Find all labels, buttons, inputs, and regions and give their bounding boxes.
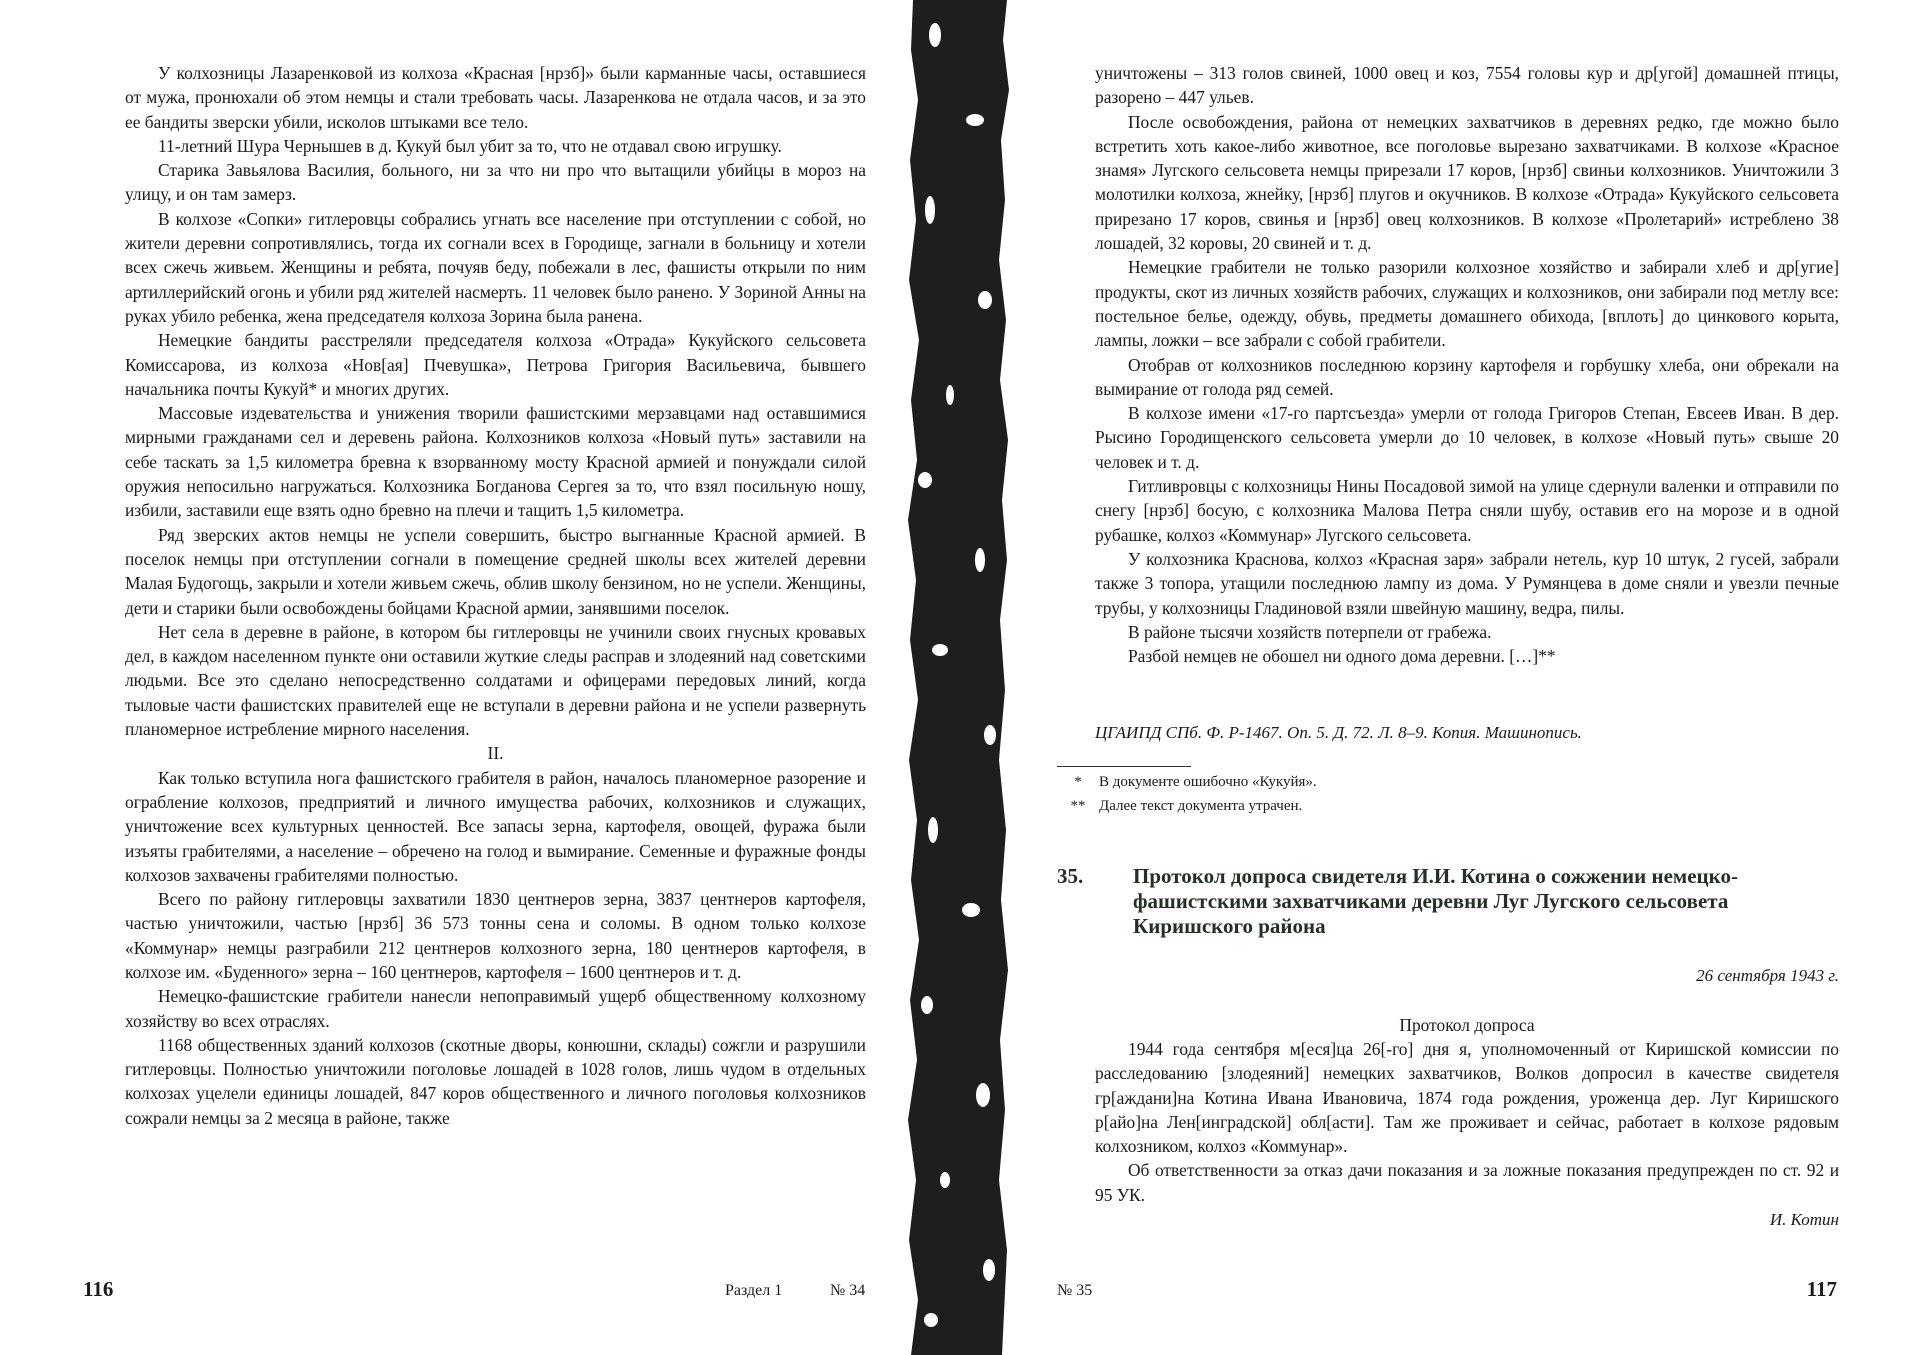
paragraph: Немецкие грабители не только разорили колхозное хозяйство и забирали хлеб и др[угие] продукты, скот из личных хозяйств рабочих, служащих и колхозников, они забирали под метлу все: постельное белье, одежду, обувь, предметы домашнего обихода, [вплоть] до цинкового корыта, лампы, ложки – все забрали с собой грабители. xyxy=(1095,257,1839,351)
paragraph: У колхозника Краснова, колхоз «Красная заря» забрали нетель, кур 10 штук, 2 гусей, забрали также 3 топора, утащили последнюю лампу из дома. У Румянцева в доме сняли и увезли печные трубы, у колхозницы Гладиновой взяли швейную машину, ведра, пилы. xyxy=(1095,548,1839,618)
right-page-body xyxy=(1095,61,1839,668)
paragraph: 11-летний Шура Чернышев в д. Кукуй был убит за то, что не отдавал свою игрушку. xyxy=(158,135,782,156)
document-date: 26 сентября 1943 г. xyxy=(1696,966,1839,985)
paragraph: У колхозницы Лазаренковой из колхоза «Красная [нрзб]» были карманные часы, оставшиеся от мужа, пронюхали об этом немцы и стали требовать часы. Лазаренкова не отдала часов, и за это ее бандиты зверски убили, исколов штыками все тело. xyxy=(125,63,866,132)
left-page xyxy=(0,0,910,1355)
gutter-ink-band xyxy=(908,0,1009,1355)
paragraph: Всего по району гитлеровцы захватили 1830 центнеров зерна, 3837 центнеров картофеля, частью уничтожили, частью [нрзб] 36 573 тонны сена и соломы. В одном только колхозе «Коммунар» немцы разграбили 212 центнеров колхозного зерна, 180 центнеров картофеля, в колхозе им. «Буденного» зерна – 160 центнеров, картофеля – 1600 центнеров и т. д. xyxy=(125,889,866,982)
paragraph: Как только вступила нога фашистского грабителя в район, началось планомерное разорение и ограбление колхозов, предприятий и личного имущества рабочих, колхозников и служащих, уничтожение всех культурных ценностей. Все запасы зерна, картофеля, овощей, фуража были изъяты грабителями, а население – обречено на голод и вымирание. Семенные и фуражные фонды колхозов захвачены грабителями полностью. xyxy=(125,767,866,885)
paragraph: В колхозе «Сопки» гитлеровцы собрались угнать все население при отступлении с собой, но жители деревни сопротивлялись, тогда их согнали всех в Городище, загнали в больницу и хотели всех сжечь живьем. Женщины и ребята, почуяв беду, побежали в лес, фашисты открыли по ним артиллерийский огонь и убили ряд жителей насмерть. 11 человек было ранено. У Зориной Анны на руках убило ребенка, жена председателя колхоза Зорина была ранена. xyxy=(125,208,866,326)
archive-source: ЦГАИПД СПб. Ф. Р-1467. Оп. 5. Д. 72. Л. 8–9. Копия. Машинопись. xyxy=(1095,723,1582,742)
footnote-mark: * xyxy=(1074,774,1082,790)
paragraph: Немецкие бандиты расстреляли председателя колхоза «Отрада» Кукуйского сельсовета Комиссарова, из колхоза «Нов[ая] Пчевушка», Петрова Григория Васильевича, бывшего начальника почты Кукуй* и многих других. xyxy=(125,330,866,399)
paragraph: Об ответственности за отказ дачи показания и за ложные показания предупрежден по ст. 92 и 95 УК. xyxy=(1095,1160,1839,1205)
protocol-body xyxy=(1095,1037,1839,1207)
footnote-text: В документе ошибочно «Кукуйя». xyxy=(1099,774,1317,790)
left-page-body xyxy=(125,61,866,1130)
running-head-doc-right: № 35 xyxy=(1057,1282,1093,1299)
paragraph: 1944 года сентября м[еся]ца 26[-го] дня я, уполномоченный от Киришской комиссии по расследованию [злодеяний] немецких захватчиков, Волков допросил в качестве свидетеля гр[аждани]на Котина Ивана Ивановича, 1874 года рождения, уроженца дер. Луг Киришского р[айо]на Лен[инградской] обл[асти]. Там же проживает и сейчас, работает в колхозе рядовым колхозником, колхоз «Коммунар». xyxy=(1095,1039,1839,1157)
paragraph: уничтожены – 313 голов свиней, 1000 овец и коз, 7554 головы кур и др[угой] домашней птицы, разорено – 447 ульев. xyxy=(1095,63,1839,108)
paragraph: В районе тысячи хозяйств потерпели от грабежа. xyxy=(1128,621,1492,642)
paragraph: Отобрав от колхозников последнюю корзину картофеля и горбушку хлеба, они обрекали на вымирание от голода ряд семей. xyxy=(1095,354,1839,399)
paragraph: Старика Завьялова Василия, больного, ни за что ни про что вытащили убийцы в мороз на улицу, и он там замерз. xyxy=(125,160,866,205)
page-number-right: 117 xyxy=(1806,1277,1837,1301)
paragraph: Ряд зверских актов немцы не успели совершить, быстро выгнанные Красной армией. В поселок немцы при отступлении согнали в помещение средней школы всех жителей деревни Малая Будогощь, закрыли и хотели живьем сжечь, облив школу бензином, но не успели. Женщины, дети и старики были освобождены бойцами Красной армии, занявшими поселок. xyxy=(125,524,866,618)
paragraph: После освобождения, района от немецких захватчиков в деревнях редко, где можно было встретить хоть какое-либо животное, все поголовье вырезано захватчиками. В колхозе «Красное знамя» Лугского сельсовета немцы прирезали 17 коров, [нрзб] свиньи колхозников. Уничтожили 3 молотилки колхоза, жнейку, [нрзб] плугов и окучников. В колхозе «Отрада» Кукуйского сельсовета прирезано 17 коров, свинья и [нрзб] овец колхозников. В колхозе «Пролетарий» истреблено 38 лошадей, 32 коровы, 20 свиней и т. д. xyxy=(1095,111,1839,254)
section-marker: II. xyxy=(487,743,504,764)
paragraph: Разбой немцев не обошел ни одного дома деревни. […]** xyxy=(1128,646,1556,667)
signature: И. Котин xyxy=(1769,1210,1839,1229)
page-number-left: 116 xyxy=(83,1277,114,1301)
footnote xyxy=(1057,796,1837,816)
protocol-title: Протокол допроса xyxy=(1399,1015,1535,1035)
running-head-doc-left: № 34 xyxy=(830,1282,866,1299)
document-title: Протокол допроса свидетеля И.И. Котина о сожжении немецко-фашистскими захватчиками деревни Луг Лугского сельсовета Киришского района xyxy=(1133,864,1738,938)
paragraph: Нет села в деревне в районе, в котором бы гитлеровцы не учинили своих гнусных кровавых дел, в каждом населенном пункте они оставили жуткие следы расправ и злодеяний над советскими людьми. Все это сделано непосредственно солдатами и офицерами передовых линий, когда тыловые части фашистских правителей еще не вступали в деревни района и не успели развернуть планомерное истребление мирного населения. xyxy=(125,621,866,740)
paragraph: 1168 общественных зданий колхозов (скотные дворы, конюшни, склады) сожгли и разрушили гитлеровцы. Полностью уничтожили поголовье лошадей в 1028 голов, лишь чудом в отдельных колхозах уцелели единицы лошадей, 847 коров общественного и личного поголовья колхозников сожрали немцы за 2 месяца в районе, также xyxy=(125,1034,866,1128)
footnote-text: Далее текст документа утрачен. xyxy=(1099,798,1303,814)
right-page xyxy=(1010,0,1920,1355)
footnote-divider xyxy=(1057,766,1191,767)
paragraph: Немецко-фашистские грабители нанесли непоправимый ущерб общественному колхозному хозяйству во всех отраслях. xyxy=(125,986,866,1031)
footnote-mark: ** xyxy=(1070,798,1086,814)
document-number: 35. xyxy=(1057,864,1084,888)
running-head-section: Раздел 1 xyxy=(725,1282,783,1299)
paragraph: Массовые издевательства и унижения творили фашистскими мерзавцами над оставшимися мирными гражданами сел и деревень района. Колхозников колхоза «Новый путь» заставили на себе таскать за 1,5 километра бревна к взорванному мосту Красной армией и понуждали силой оружия непосильно нагружаться. Колхозника Богданова Сергея за то, что взял посильную ношу, избили, заставили еще взять одно бревно на плечи и тащить 1,5 километра. xyxy=(125,403,866,521)
footnote xyxy=(1057,772,1837,792)
paragraph: Гитливровцы с колхозницы Нины Посадовой зимой на улице сдернули валенки и отправили по снегу [нрзб] босую, с колхозника Малова Петра сняли шубу, оставив его на морозе и в одной рубашке, колхоз «Коммунар» Лугского сельсовета. xyxy=(1095,476,1839,545)
gutter-scan-artifact xyxy=(905,0,1015,1355)
paragraph: В колхозе имени «17-го партсъезда» умерли от голода Григоров Степан, Евсеев Иван. В дер. Рысино Городищенского сельсовета умерли до 10 человек, в колхозе «Новый путь» свыше 20 человек и т. д. xyxy=(1095,403,1839,472)
